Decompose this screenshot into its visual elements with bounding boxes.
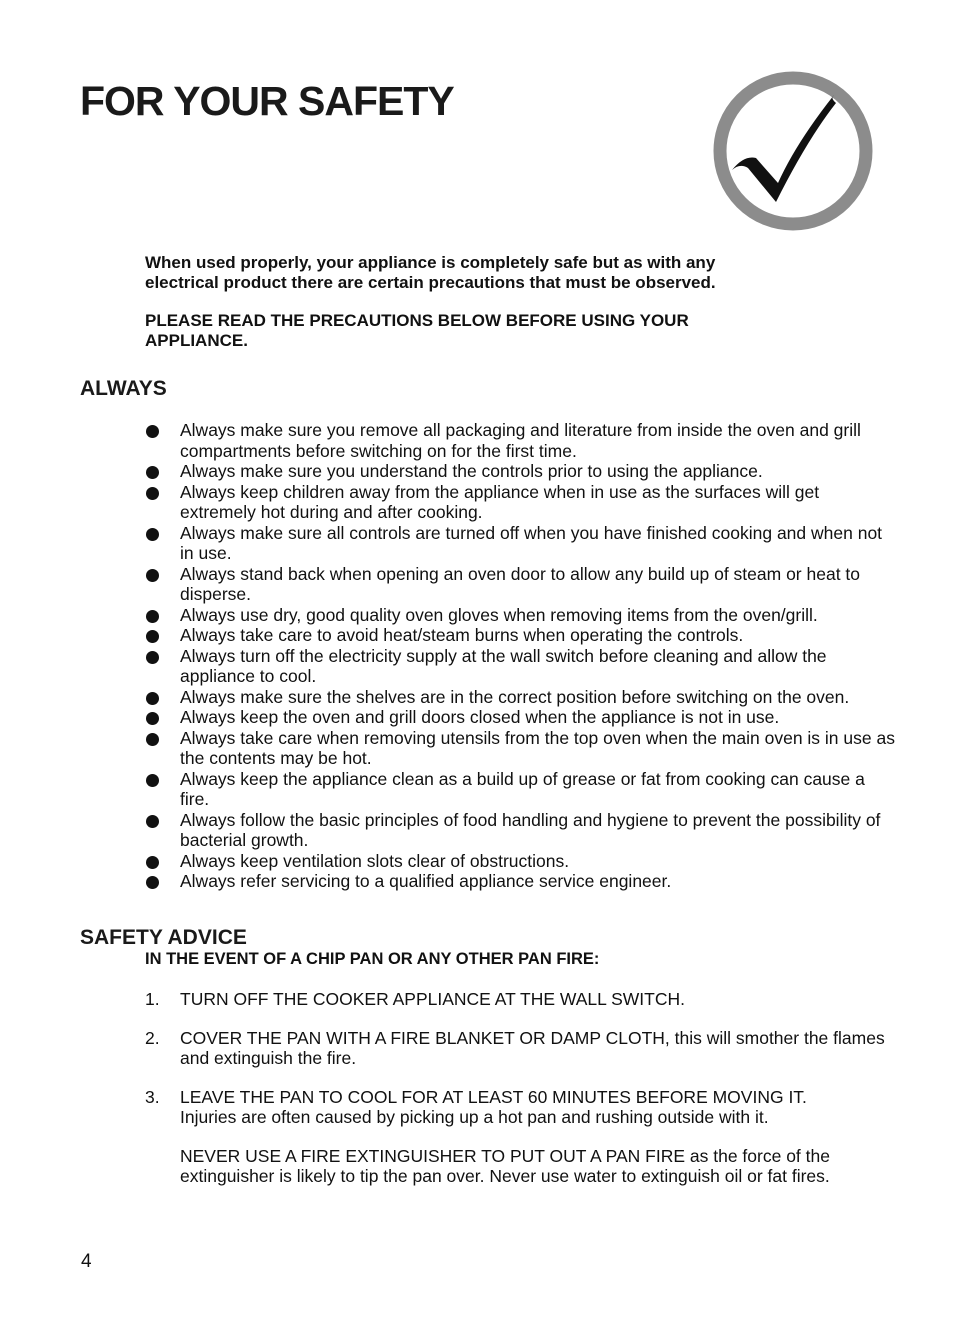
bullet-icon (146, 425, 159, 438)
list-item-text: Always make sure you understand the controls prior to using the appliance. (180, 461, 763, 481)
checkmark-mark (732, 95, 836, 202)
list-item-text: Always turn off the electricity supply at the wall switch before cleaning and allow the appliance to cool. (180, 645, 827, 686)
list-item (145, 523, 895, 564)
bullet-icon (146, 630, 159, 643)
list-item (145, 461, 895, 482)
bullet-icon (146, 528, 159, 541)
step-number: 3. (145, 1087, 160, 1107)
list-item (145, 769, 895, 810)
always-list (145, 420, 895, 892)
step-warning-note: NEVER USE A FIRE EXTINGUISHER TO PUT OUT A PAN FIRE as the force of the extinguisher is likely to tip the pan over. Never use water to extinguish oil or fat fires. (180, 1146, 830, 1186)
list-item-text: Always stand back when opening an oven door to allow any build up of steam or heat to disperse. (180, 563, 861, 604)
bullet-icon (146, 712, 159, 725)
intro-notice: PLEASE READ THE PRECAUTIONS BELOW BEFORE USING YOUR APPLIANCE. (145, 311, 689, 350)
page-number: 4 (81, 1251, 92, 1272)
list-item-text: Always refer servicing to a qualified appliance service engineer. (180, 871, 672, 891)
bullet-icon (146, 610, 159, 623)
list-item (145, 851, 895, 872)
list-item-text: Always take care to avoid heat/steam burns when operating the controls. (180, 625, 744, 645)
list-item-text: Always make sure you remove all packaging and literature from inside the oven and grill compartments before switching on for the first time. (180, 420, 861, 461)
step-number: 2. (145, 1028, 160, 1048)
step-item (145, 1087, 895, 1186)
list-item-text: Always keep the appliance clean as a build up of grease or fat from cooking can cause a fire. (180, 768, 865, 809)
bullet-icon (146, 774, 159, 787)
list-item-text: Always follow the basic principles of food handling and hygiene to prevent the possibility of bacterial growth. (180, 809, 881, 850)
checkmark-circle-icon (712, 70, 874, 232)
list-item (145, 707, 895, 728)
step-text: LEAVE THE PAN TO COOL FOR AT LEAST 60 MINUTES BEFORE MOVING IT. (180, 1087, 807, 1107)
list-item-text: Always take care when removing utensils from the top oven when the main oven is in use as the contents may be hot. (180, 727, 895, 768)
step-subtext: Injuries are often caused by picking up a hot pan and rushing outside with it. (180, 1107, 769, 1127)
bullet-icon (146, 733, 159, 746)
step-item (145, 989, 895, 1009)
bullet-icon (146, 651, 159, 664)
pan-fire-heading: IN THE EVENT OF A CHIP PAN OR ANY OTHER PAN FIRE: (145, 950, 600, 968)
list-item-text: Always make sure all controls are turned off when you have finished cooking and when not in use. (180, 522, 883, 563)
badge-ring (720, 78, 866, 224)
list-item (145, 646, 895, 687)
intro-block (145, 253, 785, 350)
intro-statement: When used properly, your appliance is completely safe but as with any electrical product there are certain precautions that must be observed. (145, 253, 716, 292)
list-item-text: Always keep the oven and grill doors closed when the appliance is not in use. (180, 707, 780, 727)
step-text: COVER THE PAN WITH A FIRE BLANKET OR DAMP CLOTH, this will smother the flames and extinguish the fire. (180, 1028, 885, 1068)
bullet-icon (146, 815, 159, 828)
list-item (145, 605, 895, 626)
list-item-text: Always keep children away from the appliance when in use as the surfaces will get extremely hot during and after cooking. (180, 481, 820, 522)
pan-fire-steps (145, 989, 895, 1205)
page-title: FOR YOUR SAFETY (80, 78, 454, 124)
bullet-icon (146, 692, 159, 705)
step-text: TURN OFF THE COOKER APPLIANCE AT THE WALL SWITCH. (180, 989, 685, 1009)
step-number: 1. (145, 989, 160, 1009)
bullet-icon (146, 466, 159, 479)
list-item (145, 687, 895, 708)
safety-advice-heading: SAFETY ADVICE (80, 926, 247, 949)
list-item (145, 625, 895, 646)
bullet-icon (146, 569, 159, 582)
bullet-icon (146, 856, 159, 869)
list-item (145, 810, 895, 851)
step-item (145, 1028, 895, 1068)
list-item-text: Always keep ventilation slots clear of obstructions. (180, 850, 570, 871)
list-item (145, 564, 895, 605)
list-item (145, 728, 895, 769)
list-item (145, 482, 895, 523)
bullet-icon (146, 487, 159, 500)
always-heading: ALWAYS (80, 377, 167, 400)
list-item (145, 871, 895, 892)
list-item-text: Always use dry, good quality oven gloves when removing items from the oven/grill. (180, 604, 818, 625)
bullet-icon (146, 876, 159, 889)
list-item (145, 420, 895, 461)
list-item-text: Always make sure the shelves are in the correct position before switching on the oven. (180, 686, 850, 707)
